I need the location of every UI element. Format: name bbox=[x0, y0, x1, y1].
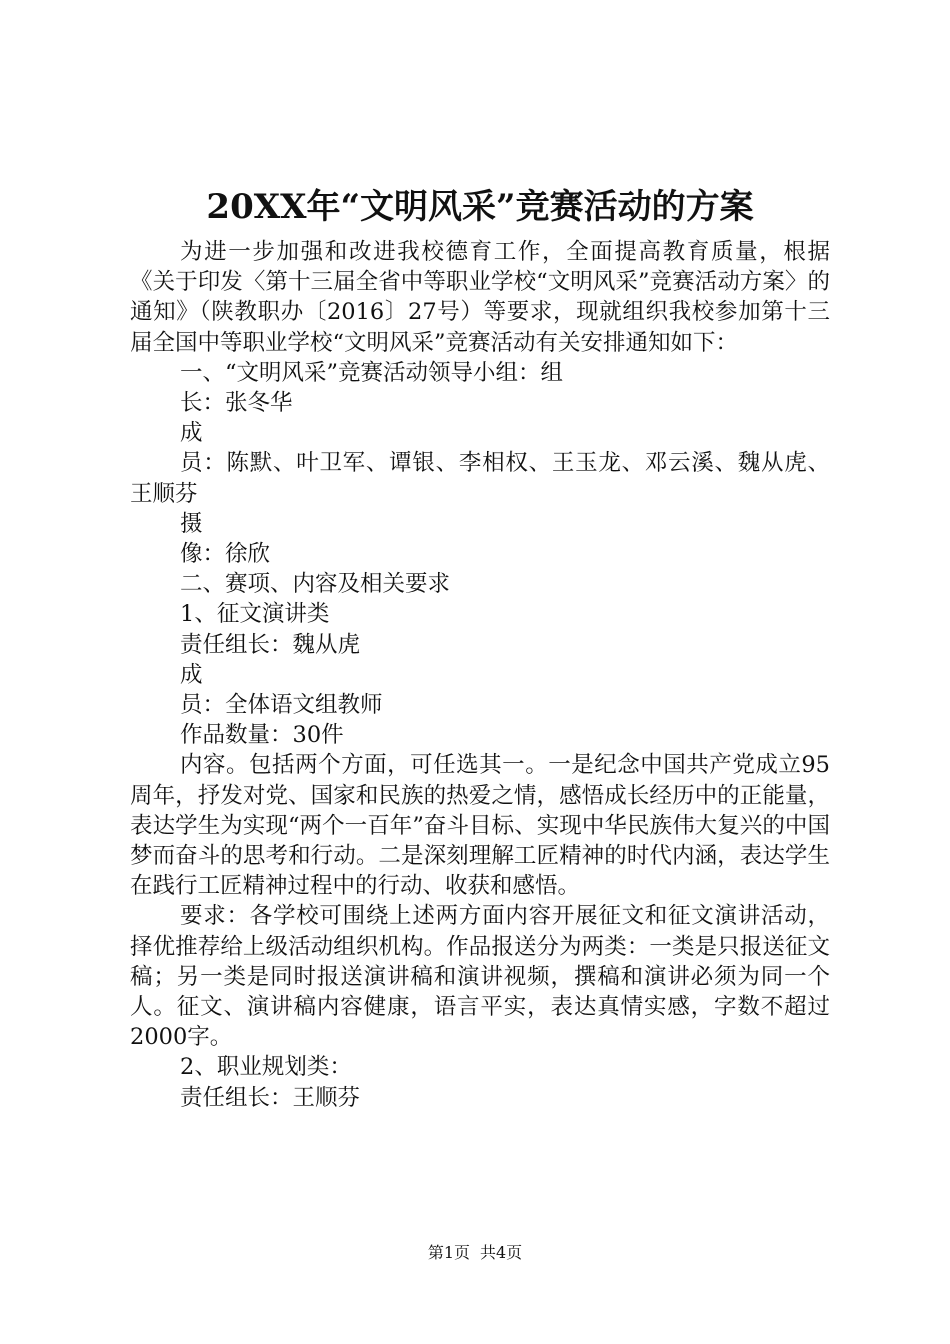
page-footer bbox=[0, 1242, 950, 1264]
category-2-heading: 2、职业规划类： bbox=[180, 1054, 352, 1081]
document-body bbox=[130, 237, 830, 1113]
page-total: 共4页 bbox=[480, 1243, 523, 1262]
member-list: 员：陈默、叶卫军、谭银、李相权、王玉龙、邓云溪、魏从虎、王顺芬 bbox=[130, 450, 830, 507]
category-1-members: 员：全体语文组教师 bbox=[180, 692, 383, 719]
document-title: 20XX年“文明风采”竞赛活动的方案 bbox=[206, 187, 754, 227]
category-1-member-label: 成 bbox=[180, 661, 203, 688]
member-label: 成 bbox=[180, 420, 203, 447]
photo-label: 摄 bbox=[180, 510, 203, 537]
page-number: 第1页 bbox=[427, 1243, 470, 1262]
leader-line: 长：张冬华 bbox=[180, 390, 293, 417]
photo-line: 像：徐欣 bbox=[180, 541, 271, 568]
category-1-requirements: 要求：各学校可围绕上述两方面内容开展征文和征文演讲活动，择优推荐给上级活动组织机构。作品报送分为两类：一类是只报送征文稿；另一类是同时报送演讲稿和演讲视频，撰稿和演讲必须为同一个人。征文、演讲稿内容健康，语言平实，表达真情实感，字数不超过2000字。 bbox=[130, 903, 830, 1051]
section-2-heading: 二、赛项、内容及相关要求 bbox=[180, 571, 451, 598]
intro-paragraph: 为进一步加强和改进我校德育工作，全面提高教育质量，根据《关于印发〈第十三届全省中等职业学校“文明风采”竞赛活动方案〉的通知》（陕教职办〔2016〕27号）等要求，现就组织我校参加第十三届全国中等职业学校“文明风采”竞赛活动有关安排通知如下： bbox=[130, 239, 830, 356]
category-1-quantity: 作品数量：30件 bbox=[180, 722, 344, 749]
category-1-content: 内容。包括两个方面，可任选其一。一是纪念中国共产党成立95周年，抒发对党、国家和民族的热爱之情，感悟成长经历中的正能量，表达学生为实现“两个一百年”奋斗目标、实现中华民族伟大复兴的中国梦而奋斗的思考和行动。二是深刻理解工匠精神的时代内涵，表达学生在践行工匠精神过程中的行动、收获和感悟。 bbox=[130, 752, 830, 900]
category-2-leader: 责任组长：王顺芬 bbox=[180, 1084, 361, 1111]
category-1-leader: 责任组长：魏从虎 bbox=[180, 631, 361, 658]
category-1-heading: 1、征文演讲类 bbox=[180, 601, 330, 628]
section-1-heading: 一、“文明风采”竞赛活动领导小组：组 bbox=[180, 359, 564, 386]
